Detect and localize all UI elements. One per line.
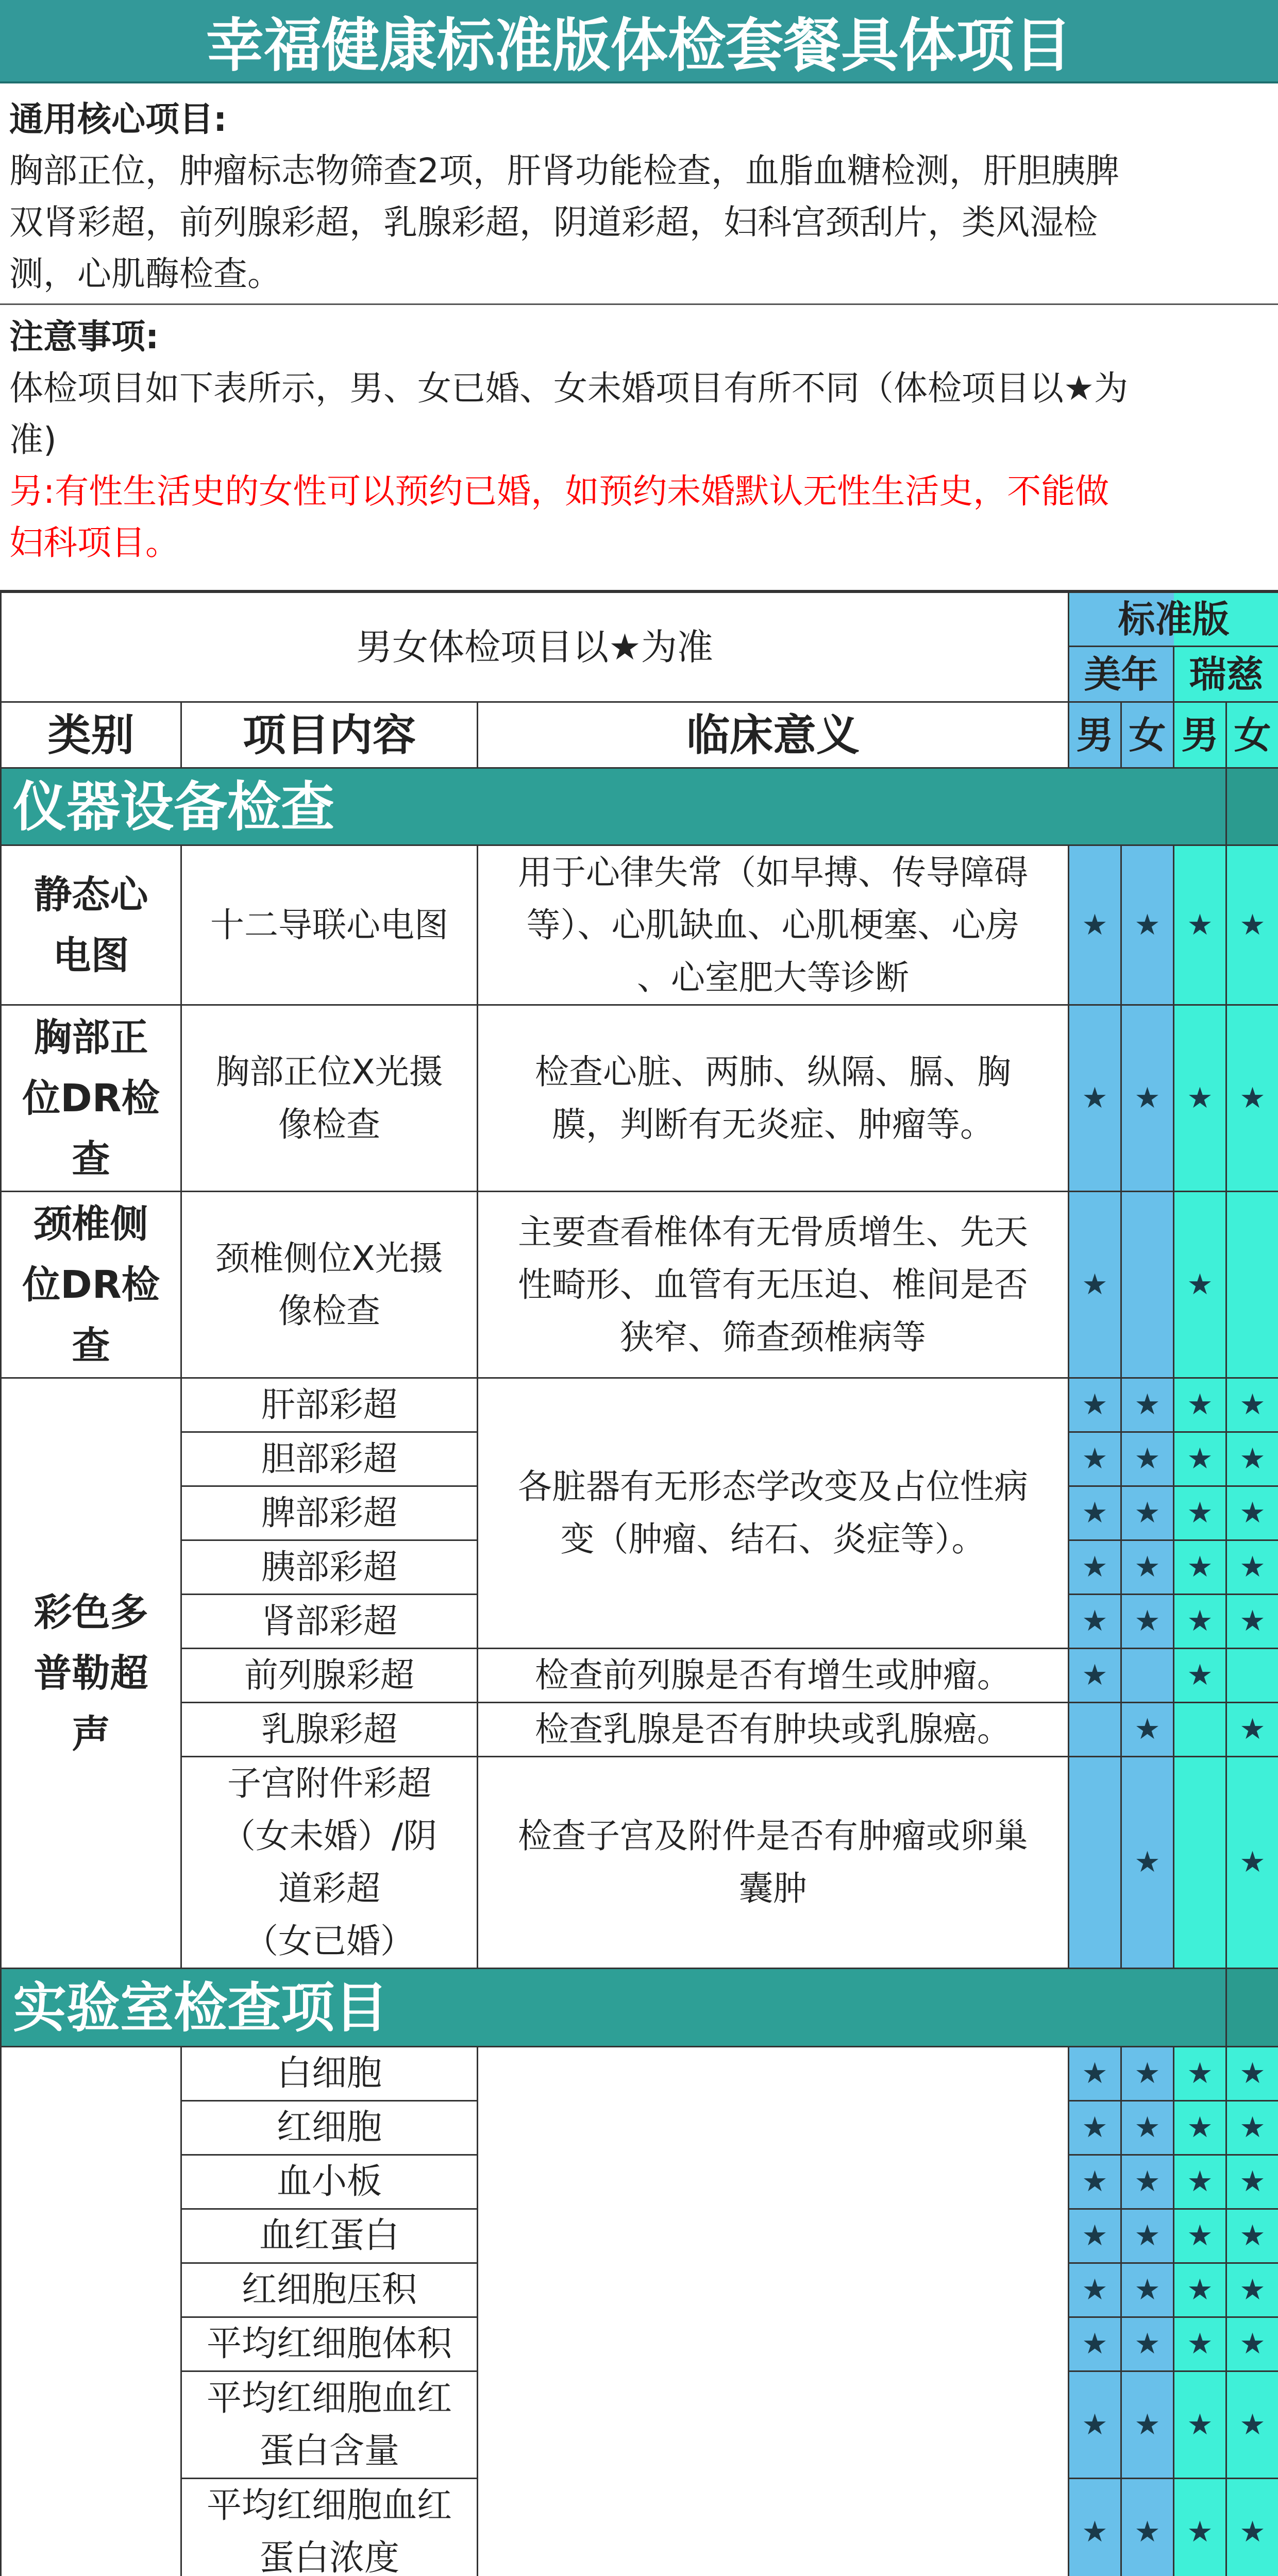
star-mark: ★ — [1069, 2317, 1121, 2371]
star-mark: ★ — [1121, 1703, 1174, 1757]
star-mark: ★ — [1121, 2479, 1174, 2576]
item-plt: 血小板 — [181, 2155, 478, 2209]
category-blood-routine — [1, 2047, 181, 2576]
col-header-meaning: 临床意义 — [478, 702, 1069, 768]
star-mark: ★ — [1226, 1540, 1278, 1595]
col-header-female: 女 — [1121, 702, 1174, 768]
star-mark: ★ — [1174, 1378, 1226, 1432]
star-mark: ★ — [1226, 2209, 1278, 2263]
star-mark: ★ — [1174, 1649, 1226, 1703]
meaning-uterus-us: 检查子宫及附件是否有肿瘤或卵巢 囊肿 — [478, 1757, 1069, 1969]
star-mark: ★ — [1069, 1432, 1121, 1486]
meaning-blood-routine — [478, 2047, 1069, 2576]
star-mark: ★ — [1226, 1432, 1278, 1486]
star-mark: ★ — [1121, 2371, 1174, 2479]
col-header-male: 男 — [1174, 702, 1226, 768]
table-row — [1, 1192, 1278, 1378]
empty-mark — [1226, 1192, 1278, 1378]
notes-line: 准) — [9, 414, 1269, 466]
col-header-item: 项目内容 — [181, 702, 478, 768]
empty-mark — [1174, 1757, 1226, 1969]
star-mark: ★ — [1121, 845, 1174, 1005]
star-mark: ★ — [1174, 2101, 1226, 2155]
star-mark: ★ — [1174, 845, 1226, 1005]
star-mark: ★ — [1069, 2155, 1121, 2209]
star-mark: ★ — [1121, 1005, 1174, 1192]
star-mark: ★ — [1069, 2047, 1121, 2101]
empty-mark — [1121, 1192, 1174, 1378]
meaning-cervical-dr: 主要查看椎体有无骨质增生、先天 性畸形、血管有无压迫、椎间是否 狭窄、筛查颈椎病等 — [478, 1192, 1069, 1378]
brand-ruici-header: 瑞慈 — [1174, 647, 1278, 702]
star-mark: ★ — [1174, 1192, 1226, 1378]
table-row — [1, 1649, 1278, 1703]
star-mark: ★ — [1121, 2209, 1174, 2263]
star-mark: ★ — [1121, 2155, 1174, 2209]
section-header-instrument: 仪器设备检查 — [1, 768, 1226, 845]
star-mark: ★ — [1069, 1486, 1121, 1540]
star-mark: ★ — [1226, 2263, 1278, 2317]
table-row — [1, 1005, 1278, 1192]
star-mark: ★ — [1069, 2263, 1121, 2317]
item-spleen-us: 脾部彩超 — [181, 1486, 478, 1540]
star-mark: ★ — [1069, 1540, 1121, 1595]
star-mark: ★ — [1174, 1432, 1226, 1486]
empty-mark — [1069, 1757, 1121, 1969]
page-title: 幸福健康标准版体检套餐具体项目 — [0, 0, 1278, 83]
star-mark: ★ — [1069, 1378, 1121, 1432]
star-mark: ★ — [1226, 1595, 1278, 1649]
edition-header: 标准版 — [1069, 592, 1278, 647]
star-mark: ★ — [1226, 2155, 1278, 2209]
general-line: 双肾彩超，前列腺彩超，乳腺彩超，阴道彩超，妇科宫颈刮片，类风湿检 — [9, 197, 1269, 248]
star-mark: ★ — [1069, 2371, 1121, 2479]
star-mark: ★ — [1069, 2209, 1121, 2263]
star-mark: ★ — [1069, 2101, 1121, 2155]
col-header-category: 类别 — [1, 702, 181, 768]
category-ultrasound: 彩色多 普勒超 声 — [1, 1378, 181, 1969]
empty-mark — [1226, 1649, 1278, 1703]
item-mchc: 平均红细胞血红 蛋白浓度 — [181, 2479, 478, 2576]
star-mark: ★ — [1121, 1595, 1174, 1649]
star-mark: ★ — [1226, 1378, 1278, 1432]
item-gallbladder-us: 胆部彩超 — [181, 1432, 478, 1486]
star-mark: ★ — [1226, 1757, 1278, 1969]
star-mark: ★ — [1121, 2263, 1174, 2317]
star-mark: ★ — [1226, 2479, 1278, 2576]
section-header-lab: 实验室检查项目 — [1, 1969, 1226, 2047]
notes-warning-line: 妇科项目。 — [9, 517, 1269, 569]
star-mark: ★ — [1226, 845, 1278, 1005]
notes-heading: 注意事项: — [9, 311, 1269, 363]
item-uterus-us: 子宫附件彩超 （女未婚）/阴 道彩超 （女已婚） — [181, 1757, 478, 1969]
star-mark: ★ — [1069, 845, 1121, 1005]
star-mark: ★ — [1174, 2317, 1226, 2371]
item-mcv: 平均红细胞体积 — [181, 2317, 478, 2371]
star-mark: ★ — [1121, 1486, 1174, 1540]
star-mark: ★ — [1226, 2101, 1278, 2155]
item-hgb: 血红蛋白 — [181, 2209, 478, 2263]
table-row — [1, 845, 1278, 1005]
star-mark: ★ — [1174, 2479, 1226, 2576]
notes-block — [0, 305, 1278, 591]
empty-mark — [1174, 1703, 1226, 1757]
section-header-fill — [1226, 1969, 1278, 2047]
category-ecg: 静态心 电图 — [1, 845, 181, 1005]
star-mark: ★ — [1174, 2263, 1226, 2317]
general-items-block — [0, 83, 1278, 305]
general-heading: 通用核心项目: — [9, 94, 1269, 145]
table-row — [1, 1703, 1278, 1757]
table-row — [1, 1757, 1278, 1969]
star-mark: ★ — [1226, 1703, 1278, 1757]
star-mark: ★ — [1121, 1757, 1174, 1969]
star-mark: ★ — [1174, 1486, 1226, 1540]
star-mark: ★ — [1069, 1192, 1121, 1378]
meaning-prostate-us: 检查前列腺是否有增生或肿瘤。 — [478, 1649, 1069, 1703]
item-prostate-us: 前列腺彩超 — [181, 1649, 478, 1703]
star-mark: ★ — [1174, 2047, 1226, 2101]
star-mark: ★ — [1069, 1649, 1121, 1703]
table-row — [1, 1378, 1278, 1432]
star-mark: ★ — [1121, 2047, 1174, 2101]
star-mark: ★ — [1069, 1005, 1121, 1192]
star-mark: ★ — [1174, 1540, 1226, 1595]
section-header-fill — [1226, 768, 1278, 845]
category-chest-dr: 胸部正 位DR检 查 — [1, 1005, 181, 1192]
star-mark: ★ — [1174, 2209, 1226, 2263]
item-cervical-dr: 颈椎侧位X光摄 像检查 — [181, 1192, 478, 1378]
star-mark: ★ — [1121, 1378, 1174, 1432]
item-chest-dr: 胸部正位X光摄 像检查 — [181, 1005, 478, 1192]
star-mark: ★ — [1121, 2317, 1174, 2371]
notes-line: 体检项目如下表所示，男、女已婚、女未婚项目有所不同（体检项目以★为 — [9, 363, 1269, 414]
star-mark: ★ — [1174, 1595, 1226, 1649]
brand-meinian-header: 美年 — [1069, 647, 1174, 702]
star-mark: ★ — [1069, 2479, 1121, 2576]
star-mark: ★ — [1174, 2155, 1226, 2209]
item-pancreas-us: 胰部彩超 — [181, 1540, 478, 1595]
item-breast-us: 乳腺彩超 — [181, 1703, 478, 1757]
item-ecg: 十二导联心电图 — [181, 845, 478, 1005]
meaning-breast-us: 检查乳腺是否有肿块或乳腺癌。 — [478, 1703, 1069, 1757]
meaning-chest-dr: 检查心脏、两肺、纵隔、膈、胸 膜，判断有无炎症、肿瘤等。 — [478, 1005, 1069, 1192]
exam-items-table — [0, 591, 1278, 2576]
item-mch: 平均红细胞血红 蛋白含量 — [181, 2371, 478, 2479]
table-note: 男女体检项目以★为准 — [1, 592, 1069, 702]
star-mark: ★ — [1226, 2371, 1278, 2479]
item-wbc: 白细胞 — [181, 2047, 478, 2101]
star-mark: ★ — [1121, 1540, 1174, 1595]
star-mark: ★ — [1174, 1005, 1226, 1192]
meaning-organ-us: 各脏器有无形态学改变及占位性病 变（肿瘤、结石、炎症等）。 — [478, 1378, 1069, 1649]
star-mark: ★ — [1121, 2101, 1174, 2155]
item-liver-us: 肝部彩超 — [181, 1378, 478, 1432]
item-hct: 红细胞压积 — [181, 2263, 478, 2317]
star-mark: ★ — [1174, 2371, 1226, 2479]
category-cervical-dr: 颈椎侧 位DR检 查 — [1, 1192, 181, 1378]
star-mark: ★ — [1121, 1432, 1174, 1486]
empty-mark — [1121, 1649, 1174, 1703]
item-kidney-us: 肾部彩超 — [181, 1595, 478, 1649]
general-line: 胸部正位，肿瘤标志物筛查2项，肝肾功能检查，血脂血糖检测，肝胆胰脾 — [9, 145, 1269, 197]
item-rbc: 红细胞 — [181, 2101, 478, 2155]
general-line: 测，心肌酶检查。 — [9, 248, 1269, 300]
star-mark: ★ — [1226, 2047, 1278, 2101]
star-mark: ★ — [1226, 1005, 1278, 1192]
table-row — [1, 2047, 1278, 2101]
star-mark: ★ — [1226, 2317, 1278, 2371]
col-header-male: 男 — [1069, 702, 1121, 768]
meaning-ecg: 用于心律失常（如早搏、传导障碍 等）、心肌缺血、心肌梗塞、心房 、心室肥大等诊断 — [478, 845, 1069, 1005]
col-header-female: 女 — [1226, 702, 1278, 768]
empty-mark — [1069, 1703, 1121, 1757]
star-mark: ★ — [1226, 1486, 1278, 1540]
star-mark: ★ — [1069, 1595, 1121, 1649]
notes-warning-line: 另:有性生活史的女性可以预约已婚，如预约未婚默认无性生活史，不能做 — [9, 466, 1269, 517]
